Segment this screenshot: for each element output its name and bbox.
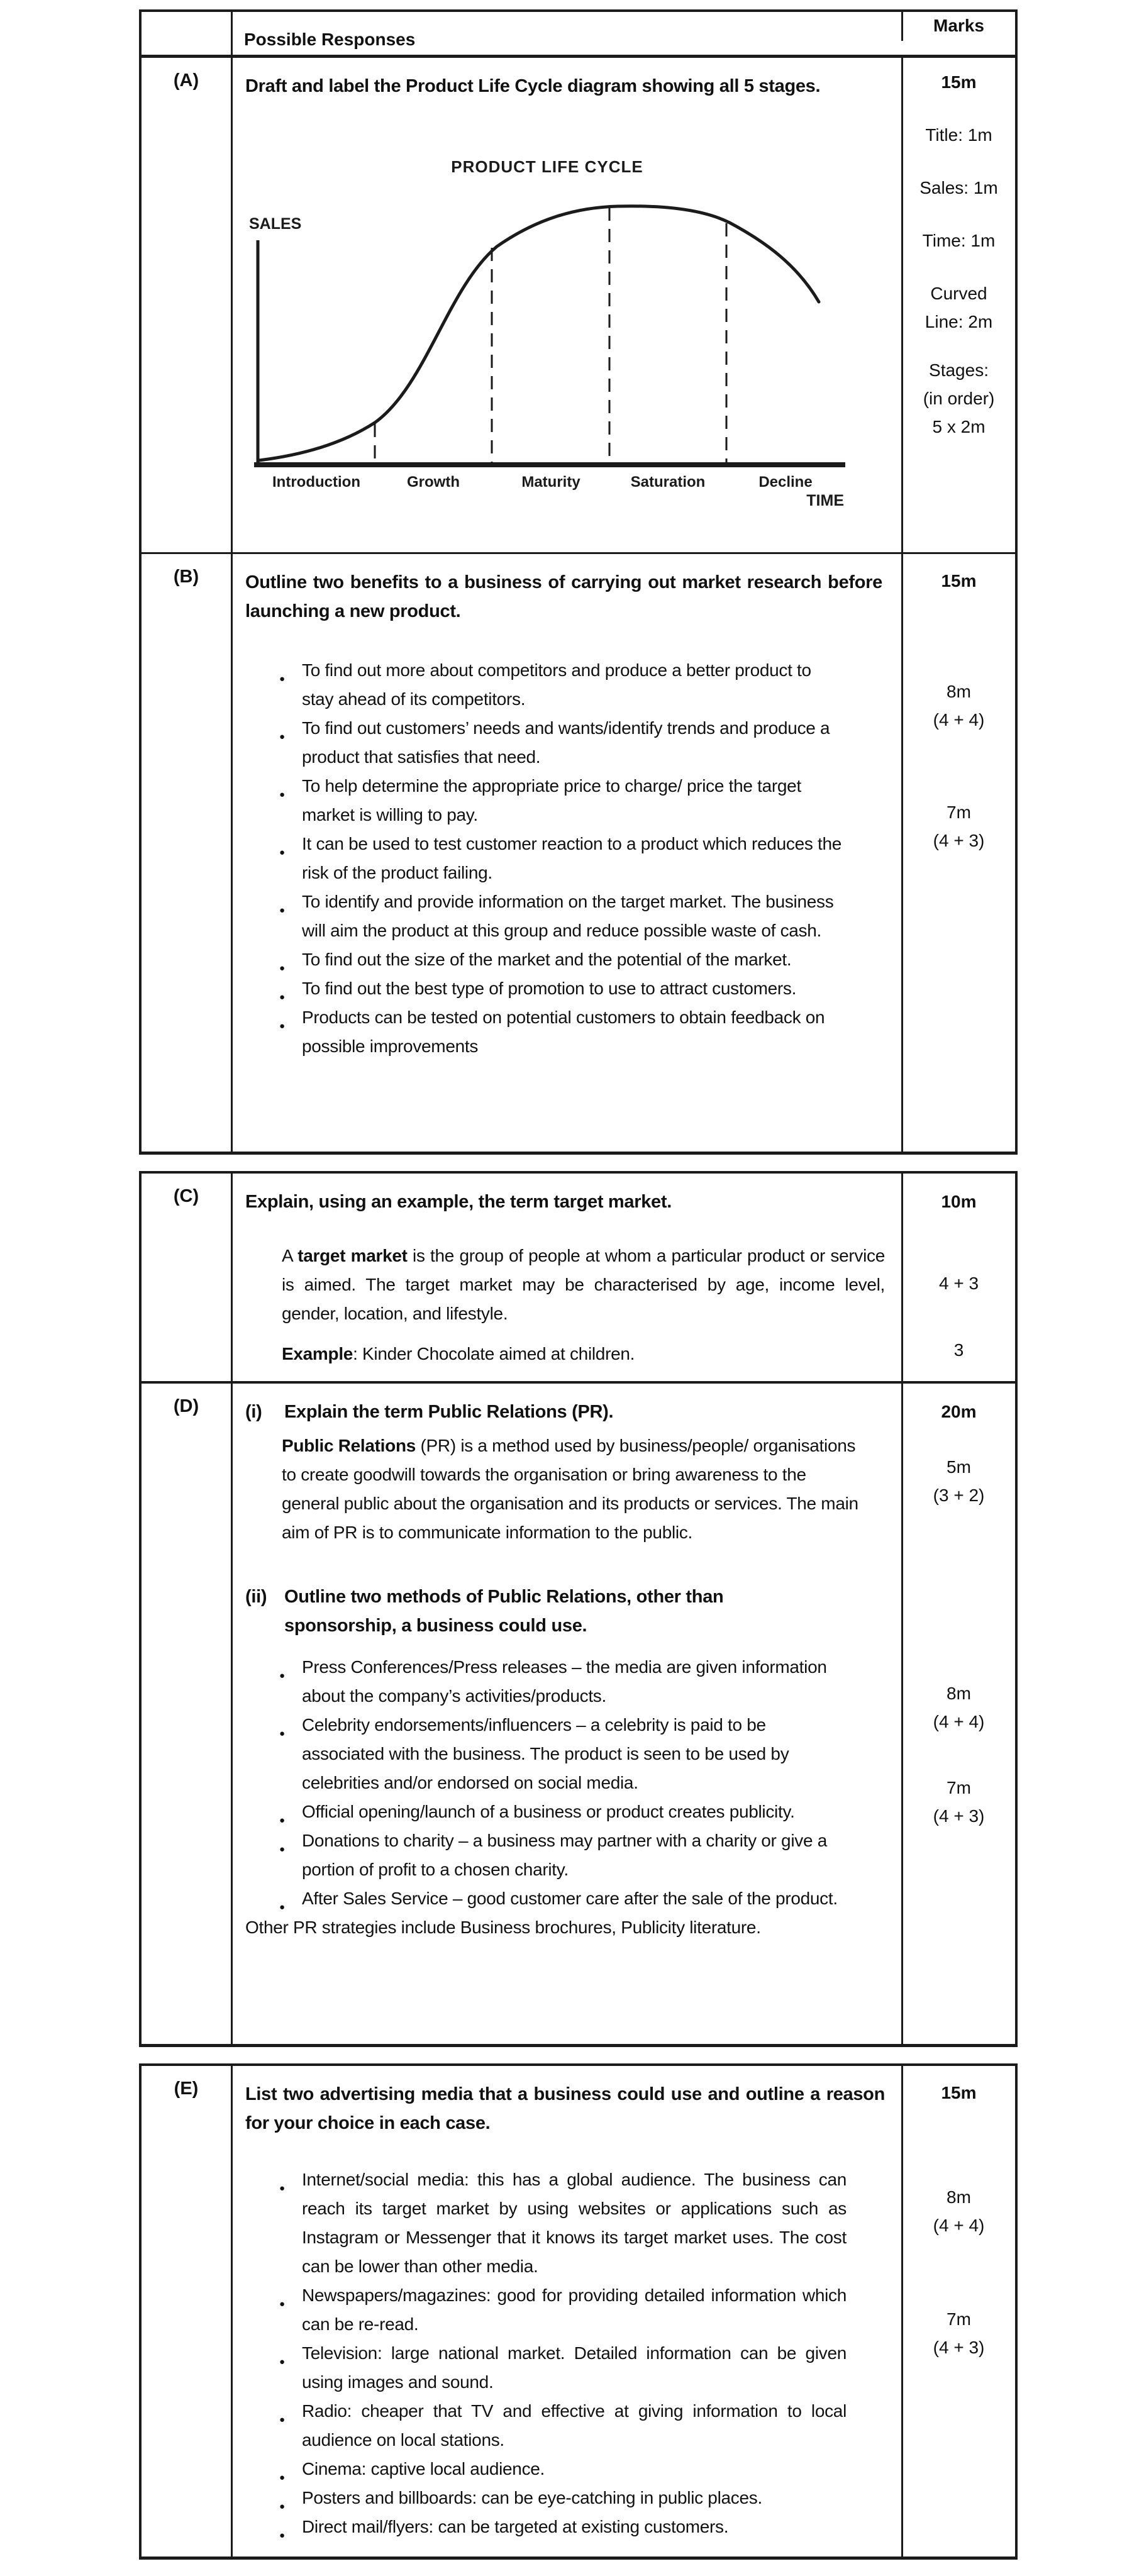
stage-label-introduction: Introduction — [272, 474, 360, 491]
answer-list-D — [245, 1653, 889, 1913]
question-C: Explain, using an example, the term target market. — [245, 1192, 672, 1212]
table-2 — [139, 1171, 1018, 2047]
mark-total: 10m — [941, 1192, 977, 1211]
row-D — [142, 1381, 1015, 2044]
row-E-label: (E) — [174, 2079, 199, 2099]
question-A: Draft and label the Product Life Cycle diagram showing all 5 stages. — [245, 76, 821, 96]
bullet-item: ● Official opening/launch of a business or product creates publicity. — [277, 1797, 889, 1826]
stage-label-growth: Growth — [407, 474, 460, 491]
note-D: Other PR strategies include Business brochures, Publicity literature. — [245, 1918, 761, 1937]
header-letter-cell — [142, 12, 231, 53]
mark-item: 8m (4 + 4) — [933, 682, 985, 730]
marking-scheme-page — [139, 9, 1018, 2576]
bullet-item: ● To find out the size of the market and the potential of the market. — [277, 945, 889, 974]
bullet-item: ● To find out the best type of promotion to use to attract customers. — [277, 974, 889, 1003]
row-A-content — [231, 58, 901, 552]
answer-C: A target market is the group of people at whom a particular product or service is aimed. The target market may be characterised by age, income level, gender, location, and lifestyle. — [282, 1246, 885, 1323]
question-E: List two advertising media that a business could use and outline a reason for your choice in each case. — [245, 2084, 885, 2133]
row-D-content — [231, 1384, 901, 2044]
answer-list-E — [245, 2165, 889, 2541]
bullet-item: ● Cinema: captive local audience. — [277, 2455, 889, 2484]
row-C-marks — [901, 1174, 1014, 1381]
bullet-item: ● To find out customers’ needs and wants/identify trends and produce a product that satisfies that need. — [277, 714, 889, 772]
bullet-item: ● Posters and billboards: can be eye-catching in public places. — [277, 2484, 889, 2512]
question-D-ii: (ii) Outline two methods of Public Relations, other than sponsorship, a business could use. — [245, 1587, 724, 1636]
row-A-marks — [901, 58, 1014, 552]
mark-item: Stages: (in order) 5 x 2m — [923, 360, 995, 436]
mark-item: Sales: 1m — [919, 178, 998, 197]
x-axis-label: TIME — [806, 492, 844, 508]
row-E-content — [231, 2066, 901, 2557]
mark-item: 8m (4 + 4) — [933, 2187, 985, 2235]
row-E — [142, 2066, 1015, 2557]
stage-label-maturity: Maturity — [521, 474, 580, 491]
answer-D-i: Public Relations (PR) is a method used by business/people/ organisations to create goodwill towards the organisation or bring awareness to the general public about the organisation and its products or services. The main aim of PR is to communicate information to the public. — [282, 1436, 858, 1542]
row-D-label: (D) — [173, 1396, 199, 1416]
mark-item: 7m (4 + 3) — [933, 2309, 985, 2357]
row-B-marks — [901, 554, 1014, 1152]
bullet-item: ● Direct mail/flyers: can be targeted at existing customers. — [277, 2512, 889, 2541]
bullet-item: ● Internet/social media: this has a global audience. The business can reach its target market by using websites or applications such as Instagram or Messenger that it knows its target market uses. The cost can be lower than other media. — [277, 2165, 889, 2281]
bullet-item: ● Newspapers/magazines: good for providing detailed information which can be re-read. — [277, 2281, 889, 2339]
column-header-marks: Marks — [901, 12, 1014, 41]
bullet-item: ● Radio: cheaper that TV and effective at giving information to local audience on local stations. — [277, 2397, 889, 2455]
row-B — [142, 552, 1015, 1152]
mark-item: 8m (4 + 4) — [933, 1684, 985, 1731]
mark-item: 7m (4 + 3) — [933, 1778, 985, 1826]
mark-total: 15m — [941, 2083, 977, 2102]
bullet-item: ● To find out more about competitors and produce a better product to stay ahead of its competitors. — [277, 656, 889, 714]
mark-item: Time: 1m — [922, 231, 996, 250]
answer-list-B — [245, 656, 889, 1061]
chart-title: PRODUCT LIFE CYCLE — [451, 157, 643, 176]
mark-item: 4 + 3 — [938, 1274, 979, 1293]
row-C-label: (C) — [173, 1186, 199, 1206]
plc-chart-svg — [247, 152, 866, 508]
y-axis-label: SALES — [249, 215, 302, 233]
row-D-marks — [901, 1384, 1014, 2044]
column-header-possible-responses: Possible Responses — [231, 12, 901, 55]
row-B-label: (B) — [173, 567, 199, 587]
table-1 — [139, 9, 1018, 1155]
bullet-item: ● After Sales Service – good customer care after the sale of the product. — [277, 1884, 889, 1913]
mark-total: 15m — [941, 571, 977, 591]
mark-item: 3 — [953, 1340, 964, 1360]
product-life-cycle-diagram — [247, 152, 889, 508]
bullet-item: ● Celebrity endorsements/influencers – a celebrity is paid to be associated with the business. The product is seen to be used by celebrities and/or endorsed on social media. — [277, 1711, 889, 1797]
row-B-content — [231, 554, 901, 1152]
bullet-item: ● Products can be tested on potential customers to obtain feedback on possible improvements — [277, 1003, 889, 1061]
row-C-content — [231, 1174, 901, 1381]
mark-total: 20m — [941, 1402, 977, 1421]
question-D-i: (i) Explain the term Public Relations (PR). — [245, 1402, 614, 1422]
stage-label-saturation: Saturation — [630, 474, 706, 491]
mark-item: Curved Line: 2m — [925, 284, 993, 331]
bullet-item: ● Press Conferences/Press releases – the media are given information about the company’s activities/products. — [277, 1653, 889, 1711]
mark-item: 5m (3 + 2) — [933, 1457, 985, 1505]
row-A-label: (A) — [173, 70, 199, 91]
mark-total: 15m — [941, 72, 977, 92]
header-row — [142, 12, 1015, 56]
mark-item: Title: 1m — [925, 125, 992, 145]
stage-label-decline: Decline — [758, 474, 813, 491]
mark-item: 7m (4 + 3) — [933, 802, 985, 850]
bullet-item: ● To help determine the appropriate price to charge/ price the target market is willing to pay. — [277, 772, 889, 830]
row-E-marks — [901, 2066, 1014, 2557]
sales-curve — [259, 206, 819, 460]
bullet-item: ● Television: large national market. Detailed information can be given using images and sound. — [277, 2339, 889, 2397]
bullet-item: ● It can be used to test customer reaction to a product which reduces the risk of the product failing. — [277, 830, 889, 887]
example-C: Example: Kinder Chocolate aimed at children. — [282, 1344, 635, 1363]
table-3 — [139, 2063, 1018, 2560]
row-C — [142, 1174, 1015, 1381]
bullet-item: ● To identify and provide information on the target market. The business will aim the product at this group and reduce possible waste of cash. — [277, 887, 889, 945]
row-A — [142, 56, 1015, 552]
bullet-item: ● Donations to charity – a business may partner with a charity or give a portion of profit to a chosen charity. — [277, 1826, 889, 1884]
question-B: Outline two benefits to a business of carrying out market research before launching a new product. — [245, 572, 882, 621]
